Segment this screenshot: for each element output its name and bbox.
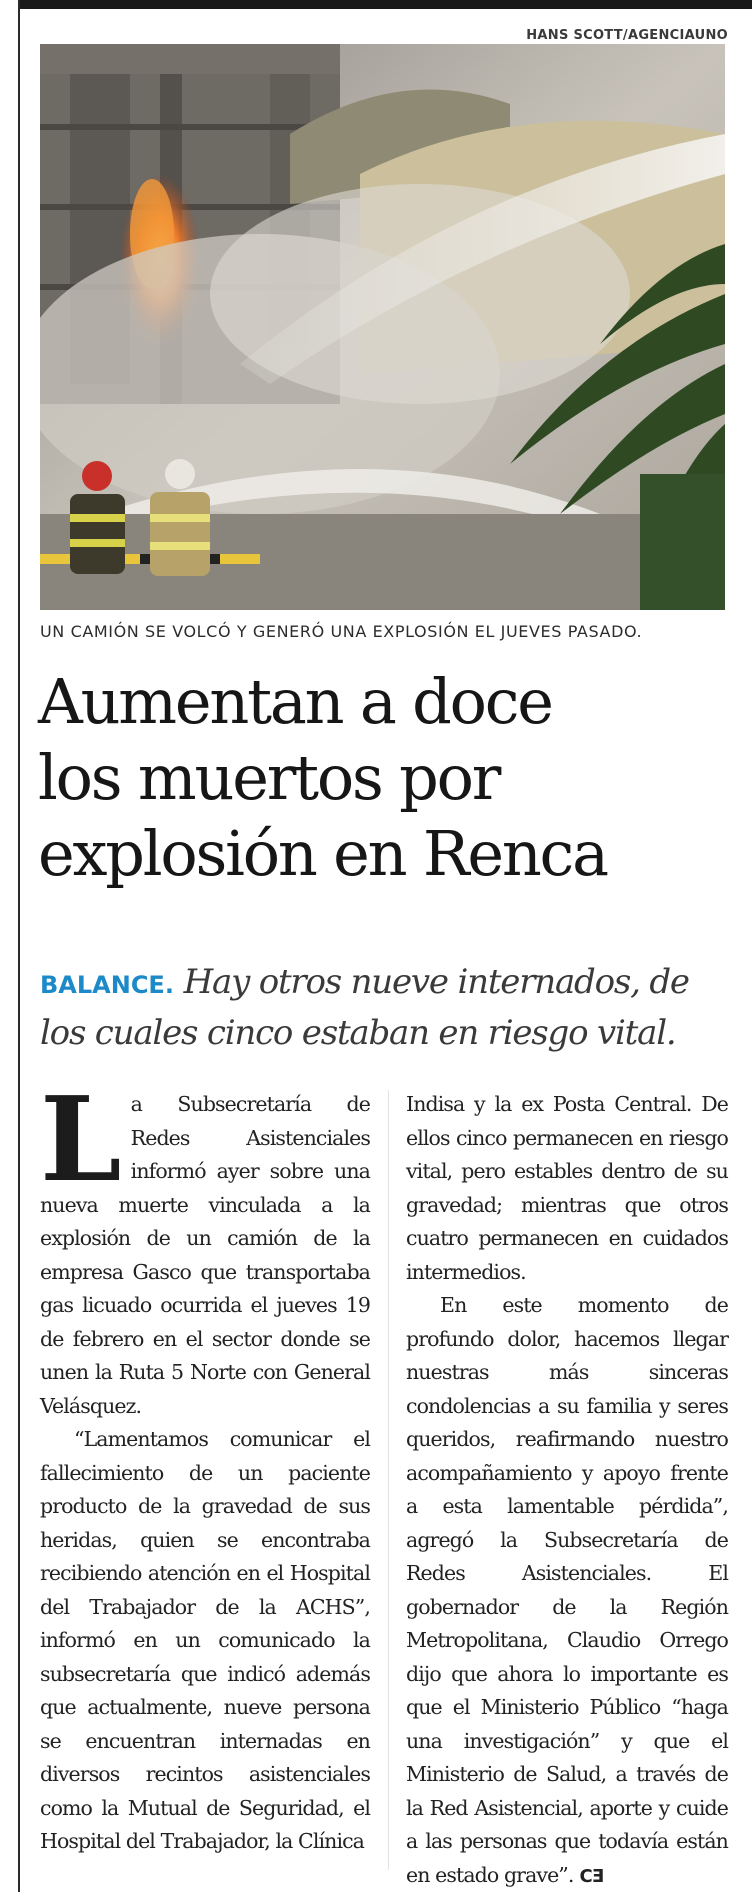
article-column-right xyxy=(406,1088,728,1893)
article-paragraph-3 xyxy=(406,1289,728,1893)
headline xyxy=(38,664,738,892)
paragraph-1-text: a Subsecretaría de Redes Asistenciales informó ayer sobre una nueva muerte vinculada a la explosión de un camión de la empresa Gasco que transportaba gas licuado ocurrida el jueves 19 de febrero en el sector donde se unen la Ruta 5 Norte con General Velásquez. xyxy=(40,1092,370,1418)
paragraph-2-text: “Lamentamos comunicar el fallecimiento de un paciente producto de la gravedad de sus heridas, quien se encontraba recibiendo atención en el Hospital del Trabajador de la ACHS”, informó en un comunicado la subsecretaría que indicó además que actualmente, nueve persona se encuentran internadas en diversos recintos asistenciales como la Mutual de Seguridad, el Hospital del Trabajador, la Clínica xyxy=(40,1427,370,1853)
article-paragraph-1 xyxy=(40,1072,370,1423)
article-column-left xyxy=(40,1072,370,1859)
headline-line-3: explosión en Renca xyxy=(38,817,607,890)
end-mark-icon: CƎ xyxy=(579,1865,604,1887)
photo-caption: UN CAMIÓN SE VOLCÓ Y GENERÓ UNA EXPLOSIÓN EL JUEVES PASADO. xyxy=(40,622,643,641)
fire-scene-photo-icon xyxy=(40,44,725,610)
deck-kicker: BALANCE. xyxy=(40,971,174,999)
top-rule xyxy=(20,0,752,9)
news-photo xyxy=(40,44,725,610)
article-paragraph-2 xyxy=(40,1423,370,1859)
headline-line-2: los muertos por xyxy=(38,741,500,814)
headline-line-1: Aumentan a doce xyxy=(38,665,552,738)
column-separator xyxy=(388,1090,389,1870)
article-paragraph-2-continued: Indisa y la ex Posta Central. De ellos cinco permanecen en riesgo vital, pero estables dentro de su gravedad; mientras que otros cuatro permanecen en cuidados intermedios. xyxy=(406,1092,728,1284)
left-column-rule xyxy=(18,0,20,1892)
paragraph-3-text: En este momento de profundo dolor, hacemos llegar nuestras más sinceras condolencias a su familia y seres queridos, reafirmando nuestro acompañamiento y apoyo frente a esta lamentable pérdida”, agregó la Subsecretaría de Redes Asistenciales. El gobernador de la Región Metropolitana, Claudio Orrego dijo que ahora lo importante es que el Ministerio Público “haga una investigación” y que el Ministerio de Salud, a través de la Red Asistencial, aporte y cuide a las personas que todavía están en estado grave”. xyxy=(406,1293,728,1887)
deck xyxy=(40,958,730,1057)
drop-cap: L xyxy=(40,1072,121,1208)
deck-text: Hay otros nueve internados, de los cuales cinco estaban en riesgo vital. xyxy=(40,962,689,1053)
photo-credit: HANS SCOTT/AGENCIAUNO xyxy=(526,28,728,43)
